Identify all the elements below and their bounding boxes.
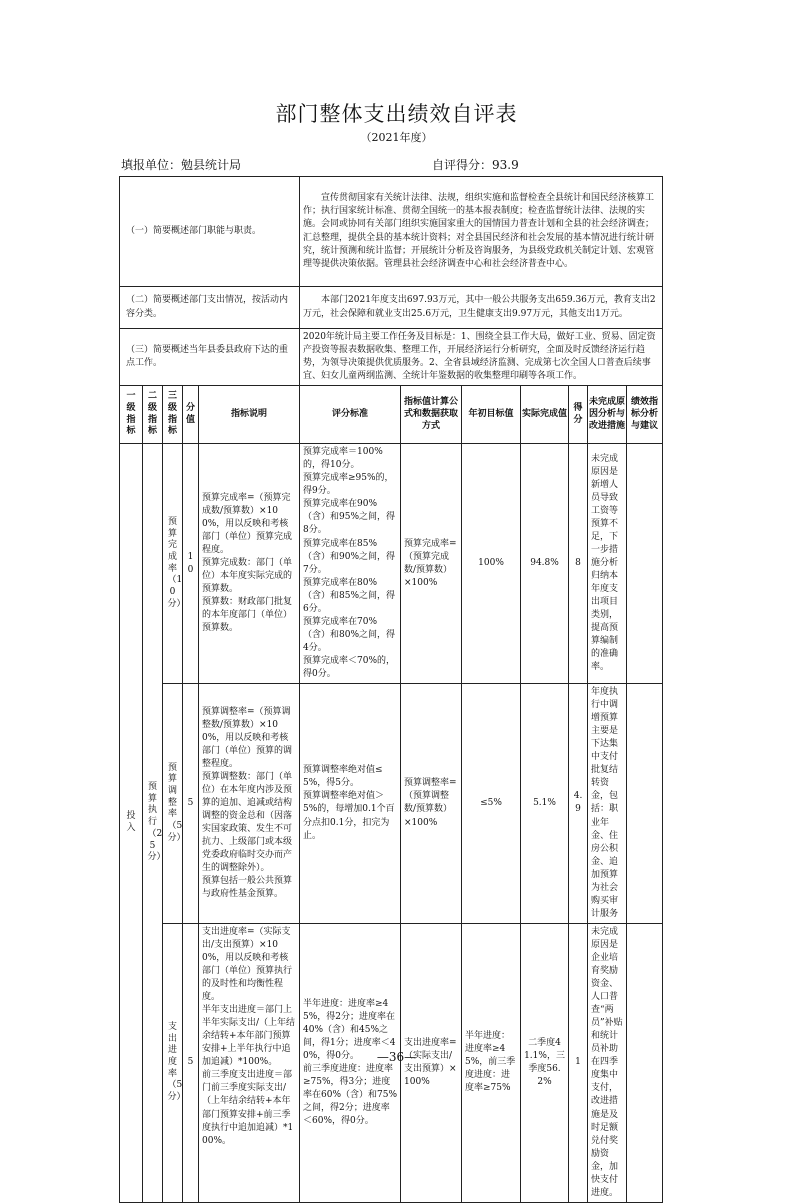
section-content-duties: 宣传贯彻国家有关统计法律、法规，组织实施和监督检查全县统计和国民经济核算工作；执行国家统计标准、贯彻全国统一的基本报表制度；检查监督统计法律、法规的实施。会同或协同有关部门组织实施国家重大的国情国力普查计划和全县的社会经济调查；汇总整理，提供全县的基本统计资料；对全县国民经济和社会发展的基本情况进行统计研究，统计预测和统计监督；开展统计分析及咨询服务，为县级党政机关制定计划、宏观管理等提供决策依据。管理县社会经济调查中心和社会经济普查中心。 bbox=[300, 177, 663, 287]
target-cell: 半年进度：进度率≥45%，前三季度进度：进度率≥75% bbox=[462, 923, 521, 1202]
header-criteria: 评分标准 bbox=[300, 386, 401, 444]
criteria-cell: 预算调整率绝对值≤5%，得5分。 预算调整率绝对值＞5%的，每增加0.1个百分点扣0.1分，扣完为止。 bbox=[300, 684, 401, 924]
reason-cell: 年度执行中调增预算主要是下达集中支付批复结转资金，包括：职业年金、住房公积金、追加预算为社会购买审计服务 bbox=[588, 684, 627, 924]
advice-cell bbox=[627, 684, 663, 924]
level1-cell: 投入 bbox=[126, 811, 136, 834]
header-level1: 一级指标 bbox=[126, 391, 136, 437]
page-number: —36— bbox=[376, 1050, 417, 1064]
reason-cell: 未完成原因是新增人员导致工资等预算不足，下一步措施分析归纳本年度支出项目类别，提高预算编制的准确率。 bbox=[588, 444, 627, 684]
section-label-duties: （一）简要概述部门职能与职责。 bbox=[120, 177, 300, 287]
actual-cell: 94.8% bbox=[521, 444, 569, 684]
section-content-expenditure: 本部门2021年度支出697.93万元，其中一般公共服务支出659.36万元，教育支出2万元，社会保障和就业支出25.6万元，卫生健康支出9.97万元，其他支出1万元。 bbox=[300, 287, 663, 329]
level2-cell: 预算执行（25分） bbox=[147, 782, 166, 863]
header-level3: 三级指标 bbox=[167, 391, 177, 437]
table-row bbox=[120, 444, 663, 684]
header-formula: 指标值计算公式和数据获取方式 bbox=[401, 386, 462, 444]
level3-cell: 支出进度率（5分） bbox=[167, 1021, 186, 1103]
level3-cell: 预算调整率（5分） bbox=[167, 762, 186, 843]
header-advice: 绩效指标分析与建议 bbox=[627, 386, 663, 444]
section-label-key-work: （三）简要概述当年县委县政府下达的重点工作。 bbox=[120, 329, 300, 386]
section-content-key-work: 2020年统计局主要工作任务及目标是：1、围绕全县工作大局，做好工业、贸易、固定资产投资等报表数据收集、整理工作，开展经济运行分析研究，全面及时反馈经济运行趋势，为领导决策提供优质服务。2、全省县域经济监测、完成第七次全国人口普查后续事宜、妇女儿童两纲监测、全统计年鉴数据的收集整理印刷等各项工作。 bbox=[300, 329, 663, 386]
header-actual: 实际完成值 bbox=[521, 386, 569, 444]
actual-cell: 5.1% bbox=[521, 684, 569, 924]
self-score: 自评得分：93.9 bbox=[432, 158, 519, 172]
header-target: 年初目标值 bbox=[462, 386, 521, 444]
section-label-expenditure: （二）简要概述部门支出情况，按活动内容分类。 bbox=[120, 287, 300, 329]
advice-cell bbox=[627, 444, 663, 684]
formula-cell: 预算完成率=（预算完成数/预算数）×100% bbox=[401, 444, 462, 684]
year-subtitle: （2021年度） bbox=[360, 131, 433, 144]
desc-cell: 支出进度率=（实际支出/支出预算）×100%，用以反映和考核部门（单位）预算执行的及时性和均衡性程度。 半年支出进度＝部门上半年实际支出/（上年结余结转+本年部门预算安排+上半年执行中追加追减）*100%。 前三季度支出进度＝部门前三季度实际支出/（上年结余结转+本年部门预算安排+前三季度执行中追加追减）*100%。 bbox=[199, 923, 300, 1202]
section-row-duties bbox=[120, 177, 663, 287]
score-cell: 8 bbox=[569, 444, 588, 684]
header-weight: 分值 bbox=[185, 403, 195, 425]
section-row-expenditure bbox=[120, 287, 663, 329]
header-row bbox=[120, 386, 663, 444]
score-cell: 1 bbox=[569, 923, 588, 1202]
page-title: 部门整体支出绩效自评表 bbox=[275, 102, 518, 126]
formula-cell: 支出进度率=（实际支出/支出预算）×100% bbox=[401, 923, 462, 1202]
header-score: 得分 bbox=[569, 386, 588, 444]
score-cell: 4.9 bbox=[569, 684, 588, 924]
table-row bbox=[120, 684, 663, 924]
criteria-cell: 半年进度：进度率≥45%，得2分；进度率在40%（含）和45%之间，得1分；进度率＜40%，得0分。 前三季度进度：进度率≥75%，得3分；进度率在60%（含）和75%之间，得2分；进度率＜60%，得0分。 bbox=[300, 923, 401, 1202]
fill-unit: 填报单位：勉县统计局 bbox=[121, 158, 242, 172]
weight-cell: 5 bbox=[183, 684, 199, 924]
evaluation-table bbox=[119, 176, 663, 1203]
header-level2: 二级指标 bbox=[147, 391, 157, 437]
header-desc: 指标说明 bbox=[199, 386, 300, 444]
header-reason: 未完成原因分析与改进措施 bbox=[588, 386, 627, 444]
reason-cell: 未完成原因是企业培育奖励资金、人口普查“两员”补贴和统计员补助在四季度集中支付，改进措施是及时足额兑付奖励资金，加快支付进度。 bbox=[588, 923, 627, 1202]
desc-cell: 预算调整率=（预算调整数/预算数）×100%，用以反映和考核部门（单位）预算的调整程度。 预算调整数：部门（单位）在本年度内涉及预算的追加、追减或结构调整的资金总和（因落实国家政策、发生不可抗力、上级部门或本级党委政府临时交办而产生的调整除外）。 预算包括一般公共预算与政府性基金预算。 bbox=[199, 684, 300, 924]
target-cell: ≤5% bbox=[462, 684, 521, 924]
desc-cell: 预算完成率=（预算完成数/预算数）×100%，用以反映和考核部门（单位）预算完成程度。 预算完成数：部门（单位）本年度实际完成的预算数。 预算数：财政部门批复的本年度部门（单位）预算数。 bbox=[199, 444, 300, 684]
target-cell: 100% bbox=[462, 444, 521, 684]
formula-cell: 预算调整率=（预算调整数/预算数）×100% bbox=[401, 684, 462, 924]
weight-cell: 10 bbox=[183, 444, 199, 684]
section-row-key-work bbox=[120, 329, 663, 386]
actual-cell: 二季度41.1%，三季度56.2% bbox=[521, 923, 569, 1202]
criteria-cell: 预算完成率＝100%的，得10分。 预算完成率≥95%的，得9分。 预算完成率在90%（含）和95%之间，得8分。 预算完成率在85%（含）和90%之间，得7分。 预算完成率在80%（含）和85%之间，得6分。 预算完成率在70%（含）和80%之间，得4分。 预算完成率＜70%的，得0分。 bbox=[300, 444, 401, 684]
level3-cell: 预算完成率（10分） bbox=[167, 516, 186, 609]
weight-cell: 5 bbox=[183, 923, 199, 1202]
